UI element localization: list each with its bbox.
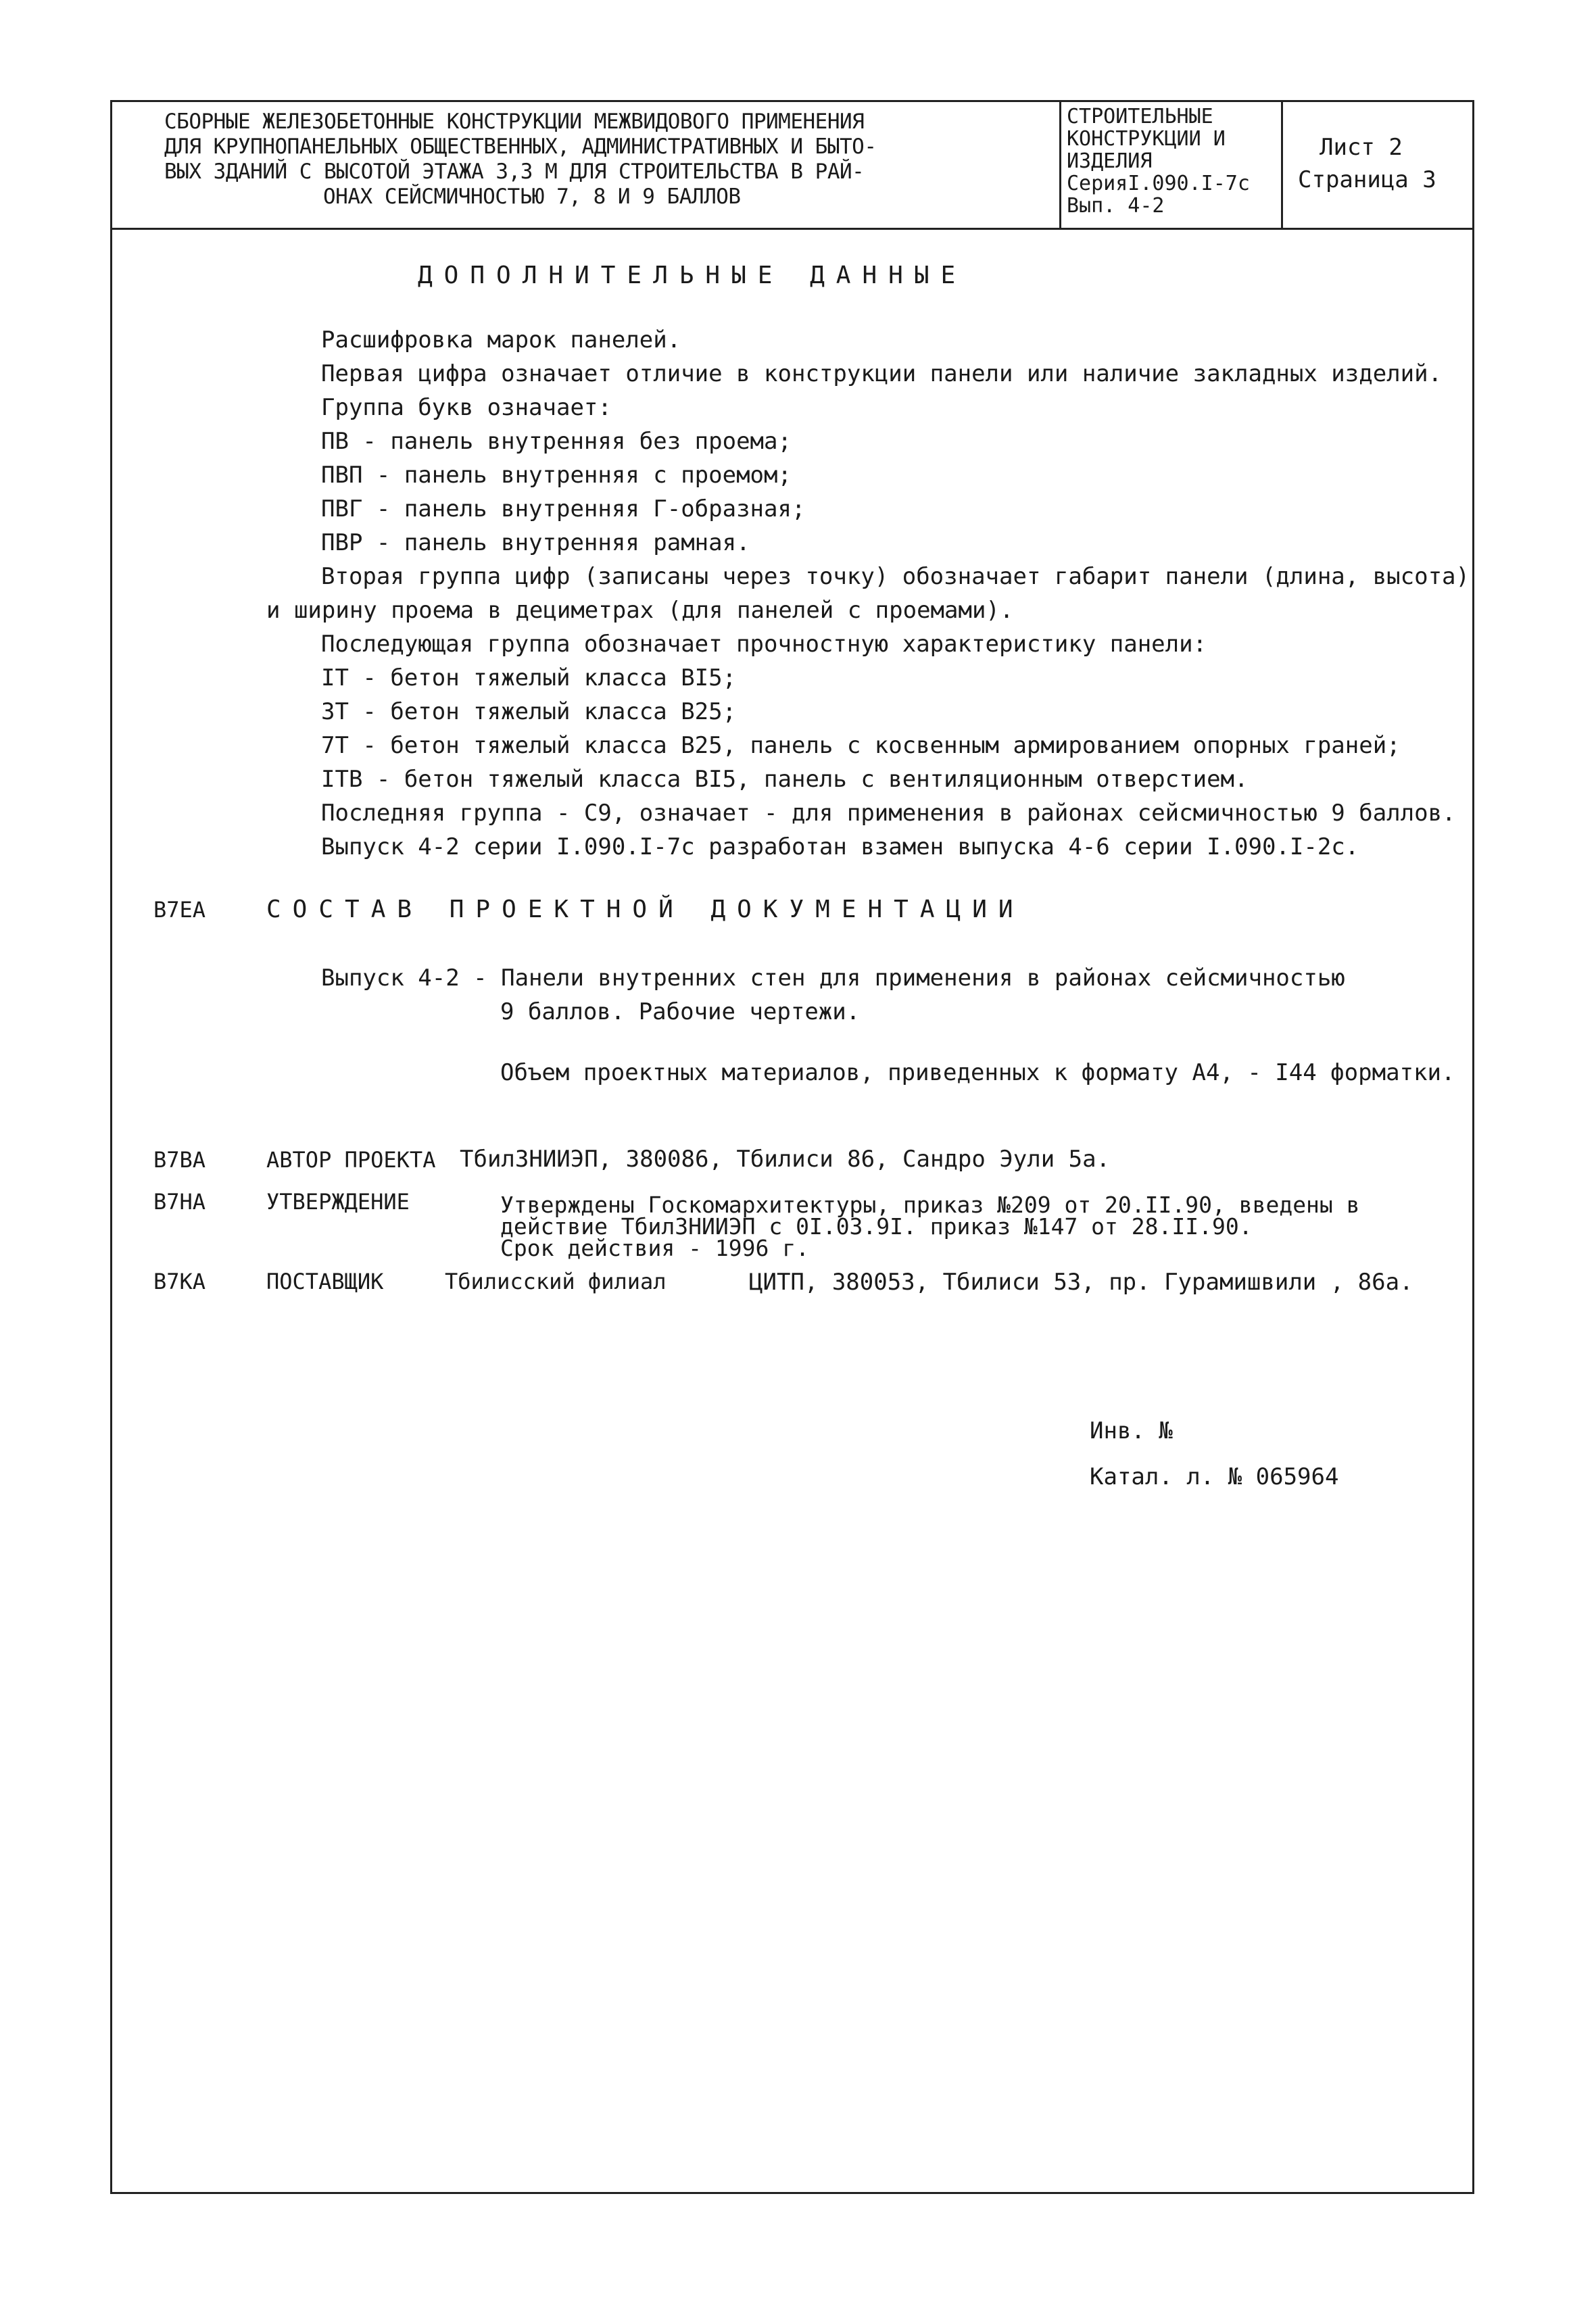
text-line: и ширину проема в дециметрах (для панелей с проемами). [266, 597, 1014, 624]
text-line: 3Т - бетон тяжелый класса B25; [321, 698, 737, 725]
text-line: Первая цифра означает отличие в конструкции панели или наличие закладных изделий. [321, 360, 1443, 387]
category-line: СТРОИТЕЛЬНЫЕ [1067, 105, 1213, 128]
text-line: ПВП - панель внутренняя с проемом; [321, 462, 792, 489]
issue-description: Выпуск 4-2 - Панели внутренних стен для применения в районах сейсмичностью [321, 965, 1345, 992]
page-number: Страница 3 [1298, 166, 1436, 193]
category-line: ИЗДЕЛИЯ [1067, 149, 1153, 173]
text-line: IТ - бетон тяжелый класса BI5; [321, 664, 737, 691]
section-code: В7КА [153, 1269, 206, 1294]
issue-number: Вып. 4-2 [1067, 194, 1165, 218]
text-line: ПВР - панель внутренняя рамная. [321, 529, 750, 556]
header-category [1067, 105, 1283, 217]
supplier-label: ПОСТАВЩИК [266, 1269, 384, 1294]
supplier-branch: Тбилисский филиал [445, 1269, 667, 1294]
header-title [164, 109, 1043, 210]
approval-label: УТВЕРЖДЕНИЕ [266, 1189, 410, 1215]
sheet-number: Лист 2 [1320, 134, 1403, 161]
additional-data-heading: ДОПОЛНИТЕЛЬНЫЕ ДАННЫЕ [418, 262, 967, 289]
author-label: АВТОР ПРОЕКТА [266, 1147, 436, 1173]
approval-text: действие ТбилЗНИИЭП с 0I.03.9I. приказ №147 от 28.II.90. [500, 1213, 1253, 1240]
series-number: СерияI.090.I-7с [1067, 172, 1250, 195]
text-line: IТВ - бетон тяжелый класса BI5, панель с вентиляционным отверстием. [321, 766, 1249, 793]
supplier-address: ЦИТП, 380053, Тбилиси 53, пр. Гурамишвили , 86а. [749, 1269, 1413, 1296]
text-line: ПВГ - панель внутренняя Г-образная; [321, 495, 806, 522]
header-column-divider [1059, 100, 1061, 230]
section-code: В7ЕА [153, 897, 206, 923]
volume-line: Объем проектных материалов, приведенных к формату А4, - I44 форматки. [500, 1059, 1455, 1086]
text-line: Вторая группа цифр (записаны через точку) обозначает габарит панели (длина, высота) [321, 563, 1470, 590]
catalog-number: Катал. л. № 065964 [1090, 1463, 1339, 1490]
issue-description: 9 баллов. Рабочие чертежи. [500, 998, 861, 1025]
text-line: Выпуск 4-2 серии I.090.I-7с разработан взамен выпуска 4-6 серии I.090.I-2с. [321, 833, 1359, 860]
header-sheet-info [1298, 131, 1436, 196]
approval-text: Утверждены Госкомархитектуры, приказ №209 от 20.II.90, введены в [500, 1192, 1360, 1218]
header-title-line: ДЛЯ КРУПНОПАНЕЛЬНЫХ ОБЩЕСТВЕННЫХ, АДМИНИСТРАТИВНЫХ И БЫТО- [164, 135, 877, 159]
header-title-line: ОНАХ СЕЙСМИЧНОСТЬЮ 7, 8 И 9 БАЛЛОВ [323, 185, 741, 209]
text-line: Расшифровка марок панелей. [321, 326, 681, 354]
section-code: В7НА [153, 1189, 206, 1215]
category-line: КОНСТРУКЦИИ И [1067, 127, 1226, 151]
composition-heading: СОСТАВ ПРОЕКТНОЙ ДОКУМЕНТАЦИИ [266, 896, 1025, 923]
text-line: Группа букв означает: [321, 394, 612, 421]
header-title-line: ВЫХ ЗДАНИЙ С ВЫСОТОЙ ЭТАЖА 3,3 М ДЛЯ СТРОИТЕЛЬСТВА В РАЙ- [164, 160, 865, 184]
approval-validity: Срок действия - 1996 г. [500, 1235, 809, 1261]
text-line: Последующая группа обозначает прочностную характеристику панели: [321, 631, 1207, 658]
text-line: 7Т - бетон тяжелый класса В25, панель с косвенным армированием опорных граней; [321, 732, 1401, 759]
text-line: Последняя группа - С9, означает - для применения в районах сейсмичностью 9 баллов. [321, 800, 1456, 827]
header-divider [110, 228, 1474, 230]
section-code: В7ВА [153, 1147, 206, 1173]
inventory-number: Инв. № [1090, 1417, 1173, 1444]
text-line: ПВ - панель внутренняя без проема; [321, 428, 792, 455]
author-value: ТбилЗНИИЭП, 380086, Тбилиси 86, Сандро Эули 5а. [460, 1146, 1111, 1173]
header-title-line: СБОРНЫЕ ЖЕЛЕЗОБЕТОННЫЕ КОНСТРУКЦИИ МЕЖВИДОВОГО ПРИМЕНЕНИЯ [164, 109, 865, 134]
